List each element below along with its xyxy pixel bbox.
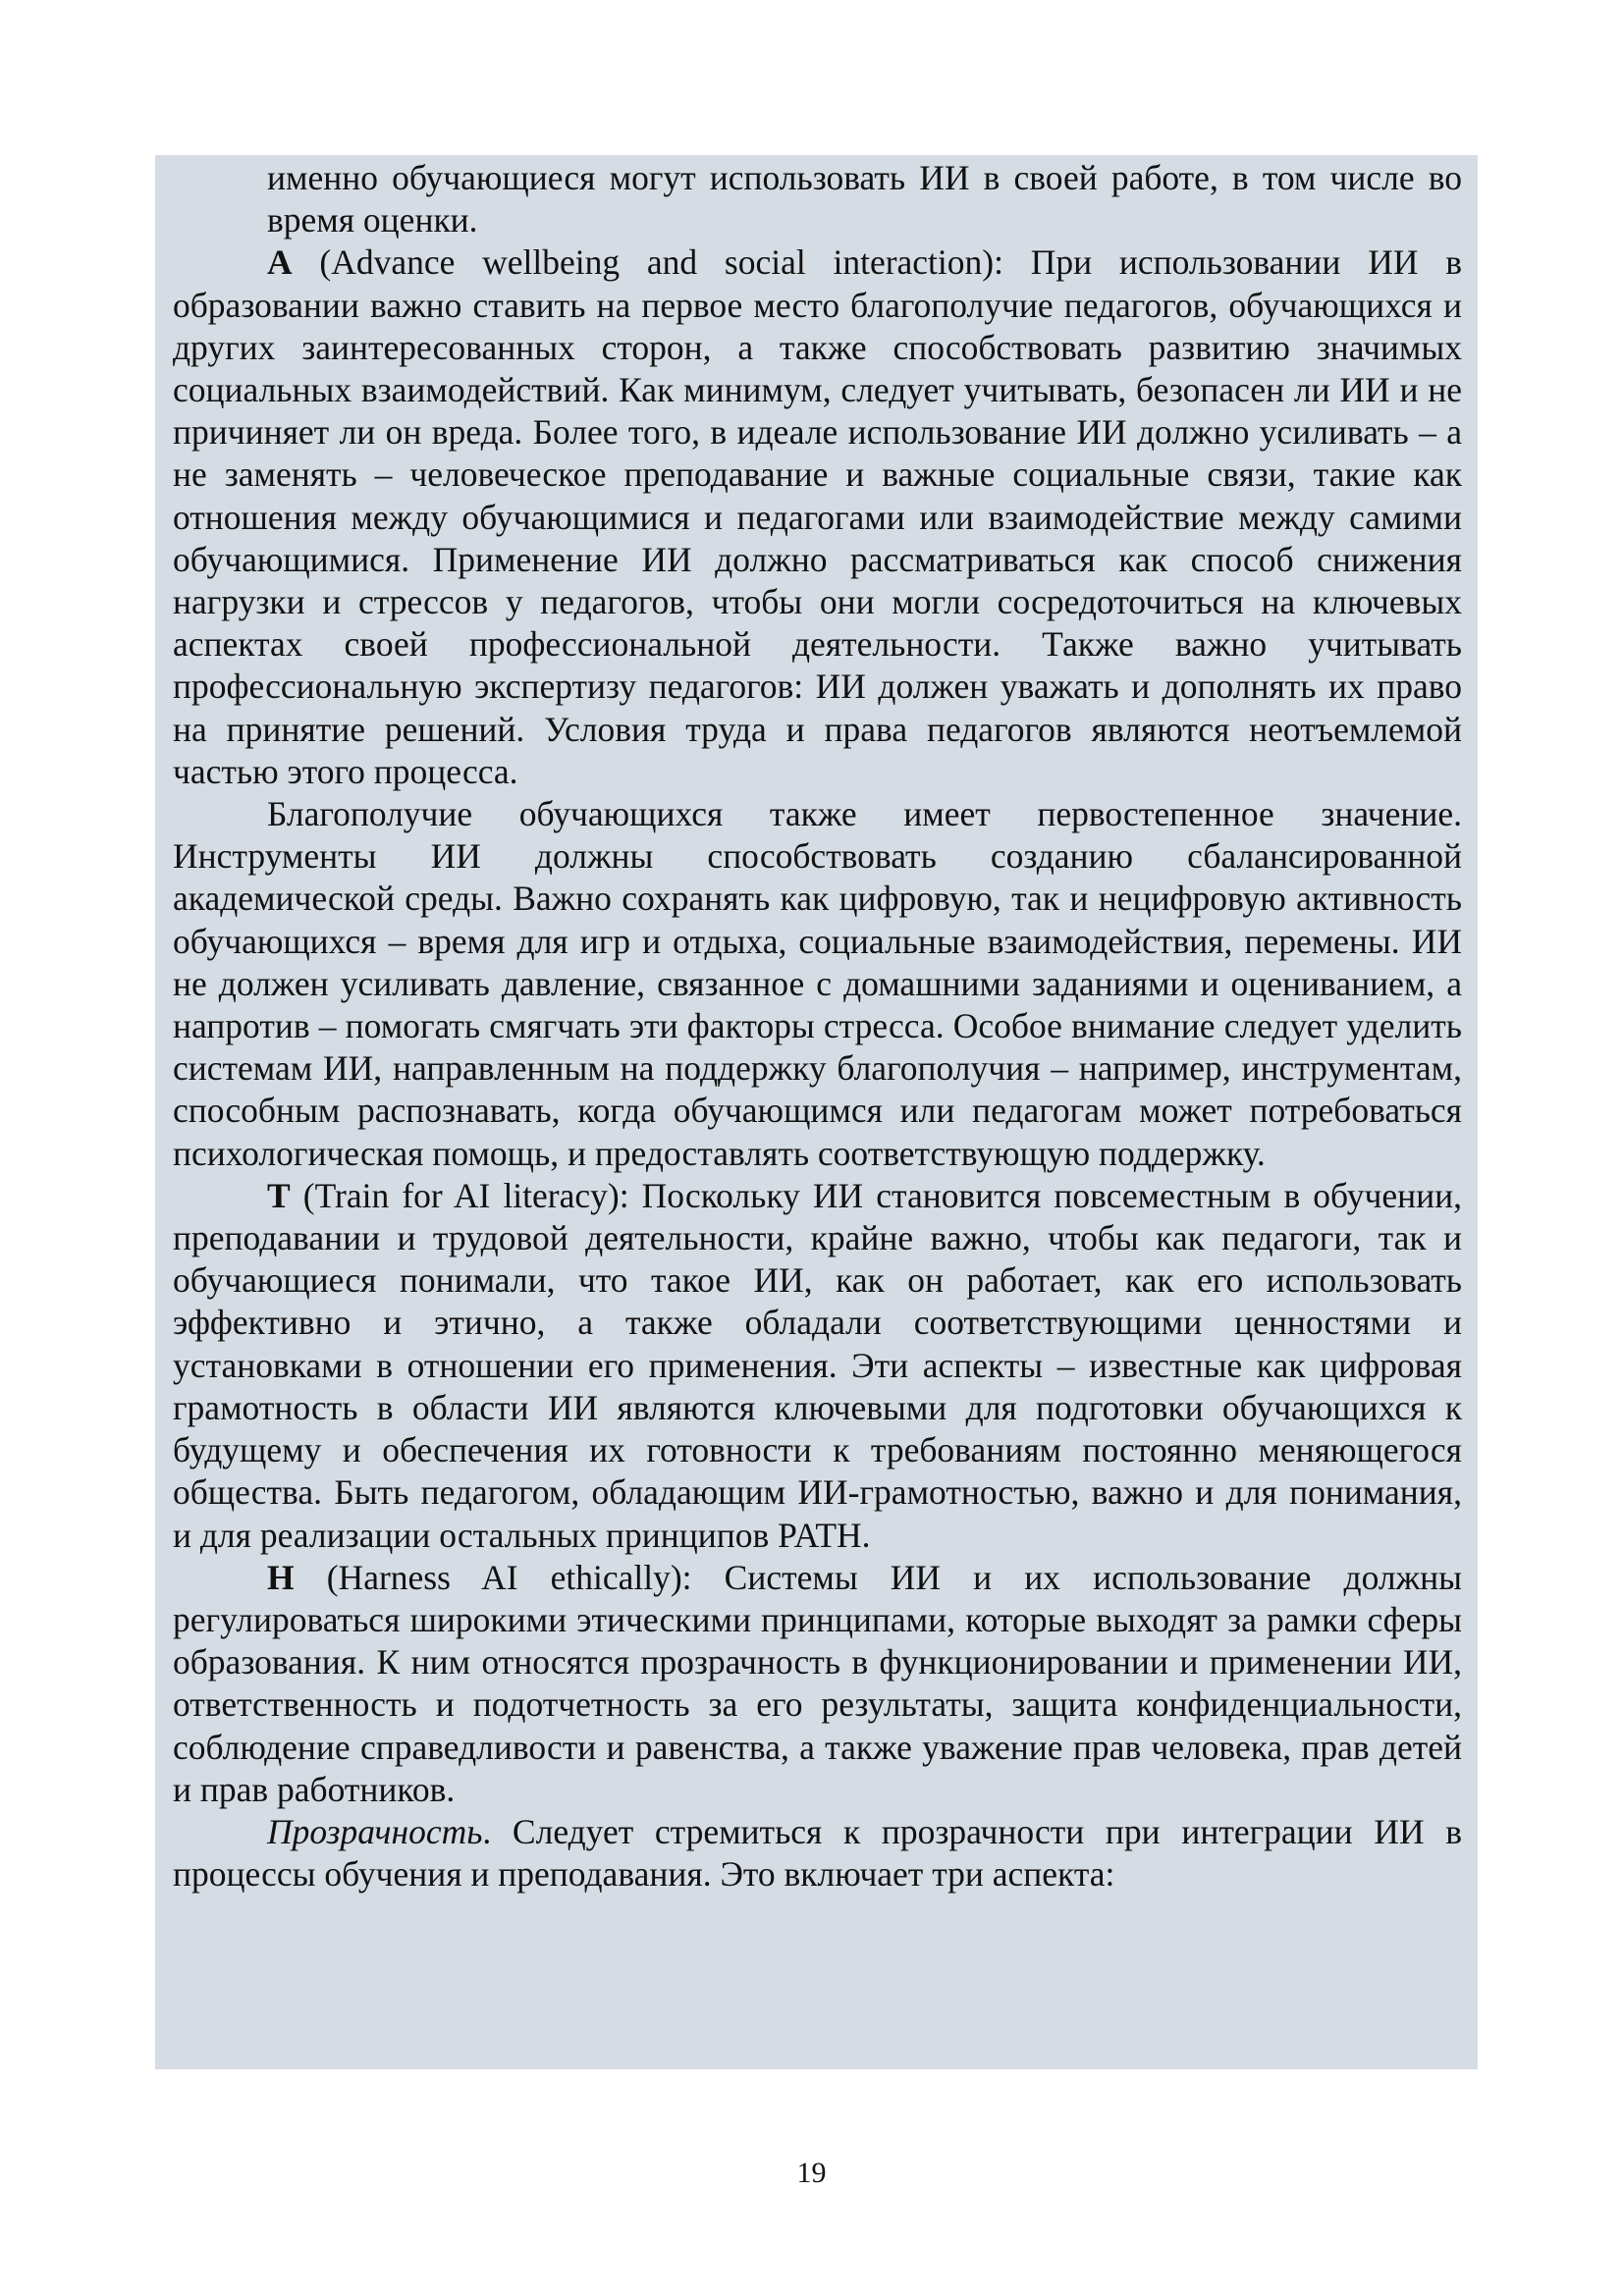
page-number: 19: [796, 2157, 827, 2189]
paragraph-text: . Следует стремиться к прозрачности при интеграции ИИ в процессы обучения и преподавания. Это включает три аспекта:: [173, 1811, 1462, 1895]
paragraph-text: (Train for AI literacy): Поскольку ИИ становится повсеместным в обучении, преподавании и трудовой деятельности, крайне важно, чтобы как педагоги, так и обучающиеся понимали, что такое ИИ, как он работает, как его использовать эффективно и этично, а также обладали соответствующими ценностями и установками в отношении его применения. Эти аспекты – известные как цифровая грамотность в области ИИ являются ключевыми для подготовки обучающихся к будущему и обеспечения их готовности к требованиям постоянно меняющегося общества. Быть педагогом, обладающим ИИ-грамотностью, важно и для понимания, и для реализации остальных принципов PATH.: [173, 1175, 1462, 1555]
principle-letter-a: A: [267, 242, 293, 283]
transparency-term: Прозрачность: [267, 1811, 483, 1851]
paragraph-train-literacy: [173, 1175, 1462, 1557]
paragraph-text: (Harness AI ethically): Системы ИИ и их использование должны регулироваться широкими этическими принципами, которые выходят за рамки сферы образования. К ним относятся прозрачность в функционировании и применении ИИ, ответственность и подотчетность за его результаты, защита конфиденциальности, соблюдение справедливости и равенства, а также уважение прав человека, прав детей и прав работников.: [173, 1557, 1462, 1809]
principle-letter-t: T: [267, 1175, 291, 1215]
paragraph-text: (Advance wellbeing and social interaction): При использовании ИИ в образовании важно ставить на первое место благополучие педагогов, обучающихся и других заинтересованных сторон, а также способствовать развитию значимых социальных взаимодействий. Как минимум, следует учитывать, безопасен ли ИИ и не причиняет ли он вреда. Более того, в идеале использование ИИ должно усиливать – а не заменять – человеческое преподавание и важные социальные связи, такие как отношения между обучающимися и педагогами или взаимодействие между самими обучающимися. Применение ИИ должно рассматриваться как способ снижения нагрузки и стрессов у педагогов, чтобы они могли сосредоточиться на ключевых аспектах своей профессиональной деятельности. Также важно учитывать профессиональную экспертизу педагогов: ИИ должен уважать и дополнять их право на принятие решений. Условия труда и права педагогов являются неотъемлемой частью этого процесса.: [173, 242, 1462, 791]
principle-letter-h: H: [267, 1557, 295, 1597]
paragraph-transparency: [173, 1811, 1462, 1896]
paragraph-continuation: именно обучающиеся могут использовать ИИ в своей работе, в том числе во время оценки.: [267, 158, 1462, 240]
paragraph-harness-ethically: [173, 1557, 1462, 1811]
paragraph-learner-wellbeing: Благополучие обучающихся также имеет первостепенное значение. Инструменты ИИ должны способствовать созданию сбалансированной академической среды. Важно сохранять как цифровую, так и нецифровую активность обучающихся – время для игр и отдыха, социальные взаимодействия, перемены. ИИ не должен усиливать давление, связанное с домашними заданиями и оцениванием, а напротив – помогать смягчать эти факторы стресса. Особое внимание следует уделить системам ИИ, направленным на поддержку благополучия – например, инструментам, способным распознавать, когда обучающимся или педагогам может потребоваться психологическая помощь, и предоставлять соответствующую поддержку.: [173, 794, 1462, 1173]
document-body: [173, 157, 1462, 1896]
paragraph-advance-wellbeing: [173, 241, 1462, 793]
